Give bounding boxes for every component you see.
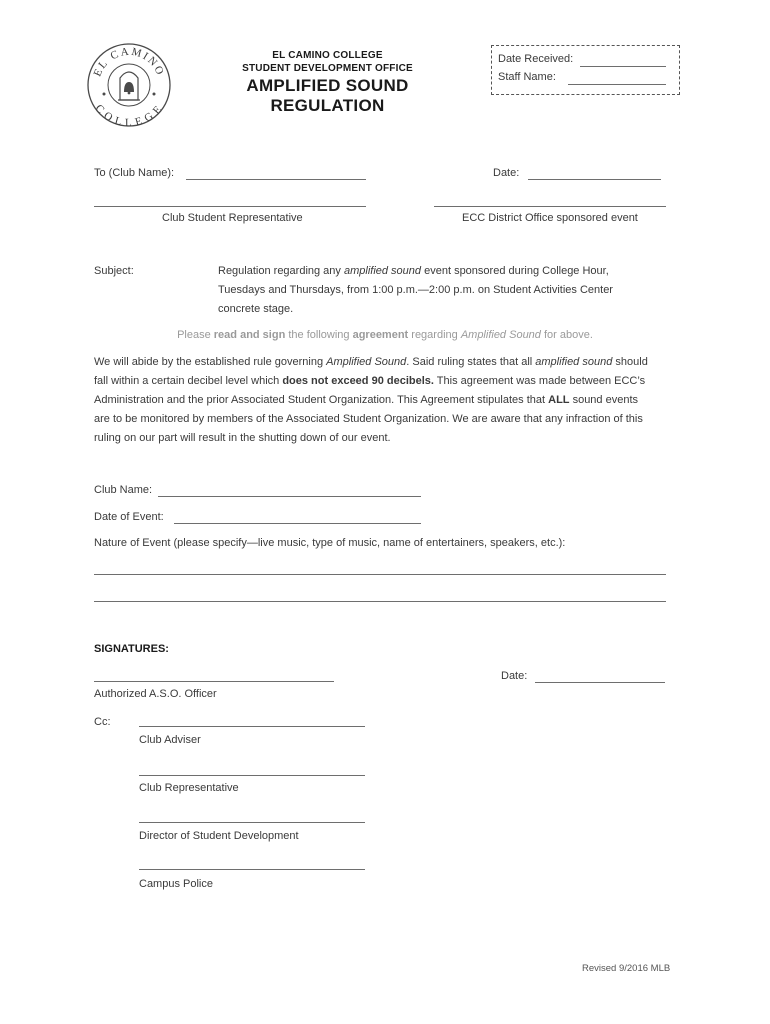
director-signature-field[interactable] bbox=[139, 822, 365, 823]
district-event-signature-field[interactable] bbox=[434, 206, 666, 207]
svg-text:EL CAMINO bbox=[91, 46, 166, 79]
subject-label: Subject: bbox=[94, 265, 134, 277]
top-date-label: Date: bbox=[493, 167, 520, 179]
cc-club-representative: Club Representative bbox=[139, 782, 239, 794]
nature-of-event-label: Nature of Event (please specify—live music, type of music, name of entertainers, speakers, etc.): bbox=[94, 537, 566, 549]
instruction-line: Please read and sign the following agreement regarding Amplified Sound for above. bbox=[177, 329, 593, 341]
seal-bottom-text: COLLEGE bbox=[92, 102, 166, 128]
date-received-label: Date Received: bbox=[498, 53, 574, 65]
to-club-name-label: To (Club Name): bbox=[94, 167, 175, 179]
date-of-event-label: Date of Event: bbox=[94, 511, 164, 523]
club-rep-signature-field[interactable] bbox=[94, 206, 366, 207]
signatures-heading: SIGNATURES: bbox=[94, 643, 169, 655]
district-event-label: ECC District Office sponsored event bbox=[462, 212, 638, 224]
college-name: EL CAMINO COLLEGE bbox=[272, 50, 383, 61]
signature-date-field[interactable] bbox=[535, 682, 665, 683]
club-adviser-signature-field[interactable] bbox=[139, 726, 365, 727]
nature-of-event-line-1[interactable] bbox=[94, 574, 666, 575]
form-title: AMPLIFIED SOUND REGULATION bbox=[246, 76, 409, 115]
college-seal-logo bbox=[86, 42, 172, 128]
cc-director-student-development: Director of Student Development bbox=[139, 830, 299, 842]
staff-name-label: Staff Name: bbox=[498, 71, 556, 83]
agreement-paragraph: We will abide by the established rule governing Amplified Sound. Said ruling states that all amplified sound should fall within a certain decibel level which does not exceed 90 decibels. This agreement was made between ECC’s Administration and the prior Associated Student Organization. This Agreement stipulates that ALL sound events are to be monitored by members of the Associated Student Organization. We are aware that any infraction of this ruling on our part will result in the shutting down of our event. bbox=[94, 356, 648, 444]
top-date-field[interactable] bbox=[528, 179, 661, 180]
campus-police-signature-field[interactable] bbox=[139, 869, 365, 870]
aso-officer-label: Authorized A.S.O. Officer bbox=[94, 688, 217, 700]
club-rep-label: Club Student Representative bbox=[162, 212, 303, 224]
cc-label: Cc: bbox=[94, 716, 111, 728]
signature-date-label: Date: bbox=[501, 670, 528, 682]
revision-note: Revised 9/2016 MLB bbox=[582, 963, 671, 974]
staff-name-field[interactable] bbox=[568, 84, 666, 85]
nature-of-event-line-2[interactable] bbox=[94, 601, 666, 602]
cc-campus-police: Campus Police bbox=[139, 878, 213, 890]
subject-text: Regulation regarding any amplified sound event sponsored during College Hour, Tuesdays and Thursdays, from 1:00 p.m.—2:00 p.m. on Student Activities Center concrete stage. bbox=[218, 265, 613, 315]
club-name-label: Club Name: bbox=[94, 484, 153, 496]
club-representative-signature-field[interactable] bbox=[139, 775, 365, 776]
cc-club-adviser: Club Adviser bbox=[139, 734, 201, 746]
date-of-event-field[interactable] bbox=[174, 523, 421, 524]
aso-officer-signature-field[interactable] bbox=[94, 681, 334, 682]
office-name: STUDENT DEVELOPMENT OFFICE bbox=[242, 63, 413, 74]
club-name-field[interactable] bbox=[158, 496, 421, 497]
office-use-box bbox=[491, 45, 680, 95]
seal-top-text: EL CAMINO bbox=[91, 45, 167, 79]
date-received-field[interactable] bbox=[580, 66, 666, 67]
to-club-name-field[interactable] bbox=[186, 179, 366, 180]
